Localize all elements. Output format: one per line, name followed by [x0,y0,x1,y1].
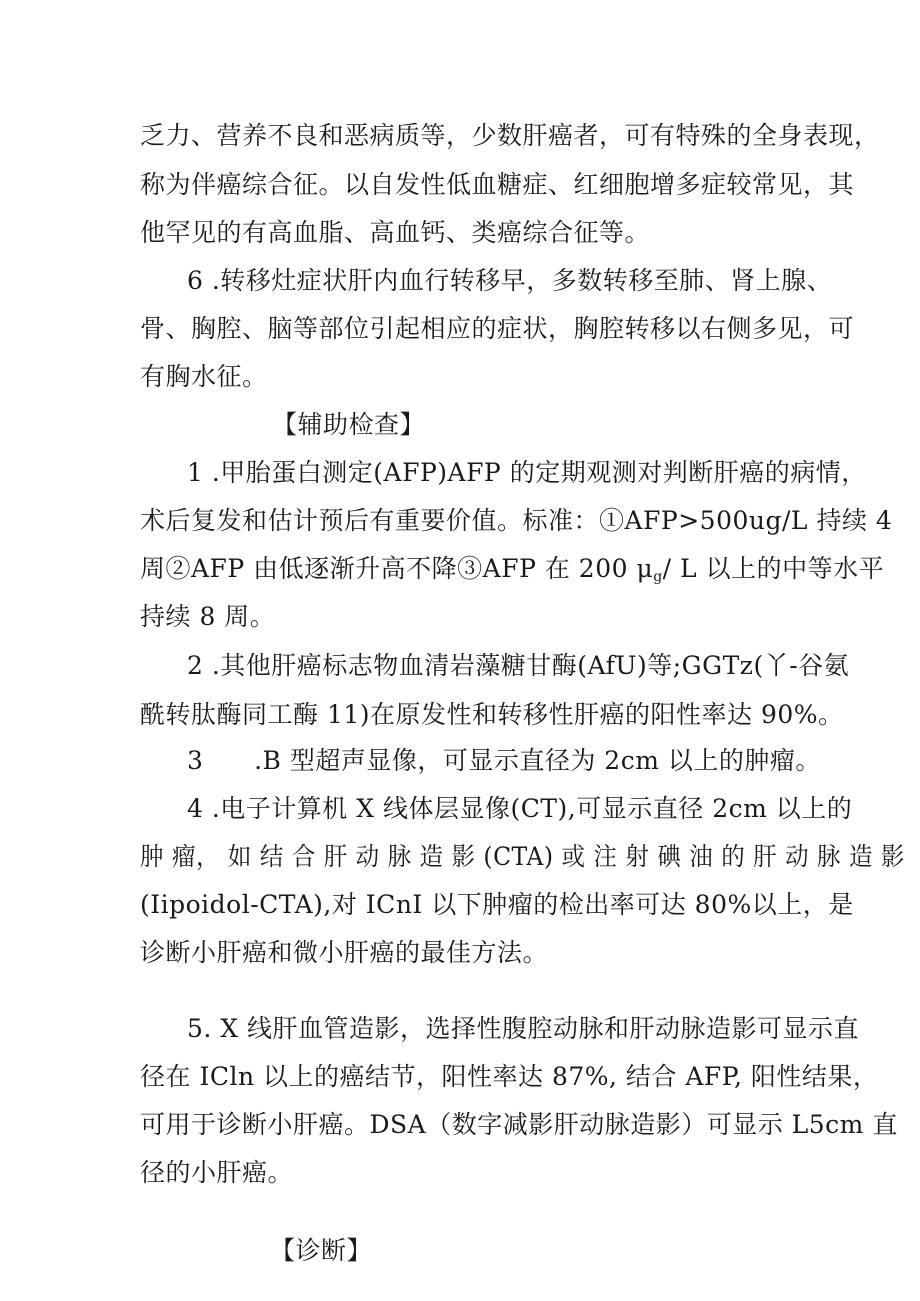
text-line: 诊断小肝癌和微小肝癌的最佳方法。 [140,938,549,967]
text-line: 径的小肝癌。 [140,1158,294,1187]
text-line: 骨、胸腔、脑等部位引起相应的症状，胸腔转移以右侧多见，可 [140,314,855,343]
text-line: 他罕见的有高血脂、高血钙、类癌综合征等。 [140,218,651,247]
text-line: (Iipoidol-CTA),对 ICnI 以下肿瘤的检出率可达 80%以上，是 [140,890,854,919]
text-line: 1 .甲胎蛋白测定(AFP)AFP 的定期观测对判断肝癌的病情， [187,458,867,487]
subscript: g [653,569,663,585]
text-line: 可用于诊断小肝癌。DSA（数字减影肝动脉造影）可显示 L5cm 直 [140,1110,898,1139]
text-line: 持续 8 周。 [140,602,276,631]
text-line: 2 .其他肝癌标志物血清岩藻糖甘酶(AfU)等;GGTz(丫-谷氨 [187,651,850,680]
text-line: 5. X 线肝血管造影，选择性腹腔动脉和肝动脉造影可显示直 [187,1014,860,1043]
text-line: 肿 瘤， 如 结 合 肝 动 脉 造 影 (CTA) 或 注 射 碘 油 的 肝 动 脉 造 影 [140,842,905,871]
text-line: 4 .电子计算机 X 线体层显像(CT),可显示直径 2cm 以上的 [187,794,853,823]
text-line: 6 .转移灶症状肝内血行转移早，多数转移至肺、肾上腺、 [187,266,833,295]
section-heading: 【辅助检查】 [272,410,426,439]
section-heading: 【诊断】 [270,1236,373,1265]
text-segment: / L 以上的中等水平 [662,554,885,583]
text-line: 酰转肽酶同工酶 11)在原发性和转移性肝癌的阳性率达 90%。 [140,700,844,729]
text-line: 径在 ICln 以上的癌结节，阳性率达 87%, 结合 AFP, 阳性结果， [140,1062,879,1091]
text-line: 乏力、营养不良和恶病质等，少数肝癌者，可有特殊的全身表现， [140,121,880,150]
text-line: 3 .B 型超声显像，可显示直径为 2cm 以上的肿瘤。 [187,746,821,775]
text-line: 术后复发和估计预后有重要价值。标准：①AFP>500ug/L 持续 4 [140,506,893,535]
text-line: 称为伴癌综合征。以自发性低血糖症、红细胞增多症较常见，其 [140,170,855,199]
text-segment: 周②AFP 由低逐渐升高不降③AFP 在 200 μ [140,554,654,583]
text-line [140,554,884,592]
text-line: 有胸水征。 [140,362,268,391]
